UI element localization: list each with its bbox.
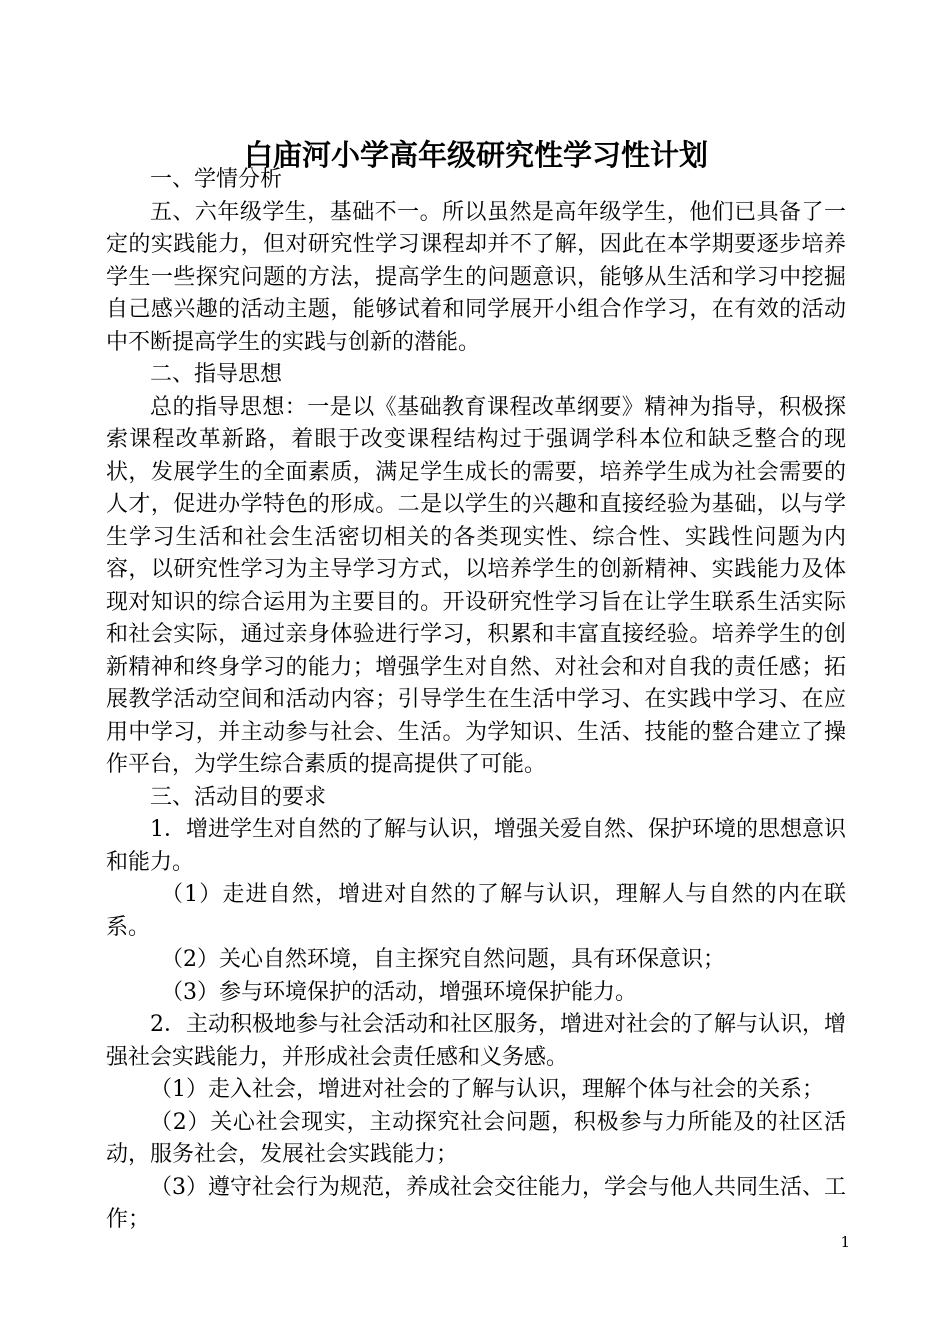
body-paragraph: 二、指导思想 bbox=[150, 362, 283, 387]
body-paragraph: 1．增进学生对自然的了解与认识，增强关爱自然、保护环境的思想意识和能力。 bbox=[106, 817, 846, 875]
body-paragraph: 一、学情分析 bbox=[150, 167, 283, 192]
body-paragraph: 五、六年级学生，基础不一。所以虽然是高年级学生，他们已具备了一定的实践能力，但对研究性学习课程却并不了解，因此在本学期要逐步培养学生一些探究问题的方法，提高学生的问题意识，能够从生活和学习中挖掘自己感兴趣的活动主题，能够试着和同学展开小组合作学习，在有效的活动中不断提高学生的实践与创新的潜能。 bbox=[106, 199, 846, 355]
body-paragraph: 2．主动积极地参与社会活动和社区服务，增进对社会的了解与认识，增强社会实践能力，并形成社会责任感和义务感。 bbox=[106, 1012, 846, 1070]
body-paragraph: （3）遵守社会行为规范，养成社会交往能力，学会与他人共同生活、工作； bbox=[106, 1174, 846, 1232]
body-paragraph: （2）关心自然环境，自主探究自然问题，具有环保意识； bbox=[161, 947, 725, 972]
body-paragraph: （2）关心社会现实，主动探究社会问题，积极参与力所能及的社区活动，服务社会，发展社会实践能力； bbox=[106, 1109, 846, 1167]
body-paragraph: （1）走入社会，增进对社会的了解与认识，理解个体与社会的关系； bbox=[150, 1077, 824, 1102]
page-number: 1 bbox=[840, 1233, 850, 1251]
body-paragraph: 三、活动目的要求 bbox=[150, 784, 327, 810]
document-title: 白庙河小学高年级研究性学习性计划 bbox=[243, 138, 708, 173]
document-body bbox=[106, 164, 846, 1237]
body-paragraph: 总的指导思想：一是以《基础教育课程改革纲要》精神为指导，积极探索课程改革新路，着眼于改变课程结构过于强调学科本位和缺乏整合的现状，发展学生的全面素质，满足学生成长的需要，培养学生成为社会需要的人才，促进办学特色的形成。二是以学生的兴趣和直接经验为基础，以与学生学习生活和社会生活密切相关的各类现实性、综合性、实践性问题为内容，以研究性学习为主导学习方式，以培养学生的创新精神、实践能力及体现对知识的综合运用为主要目的。开设研究性学习旨在让学生联系生活实际和社会实际，通过亲身体验进行学习，积累和丰富直接经验。培养学生的创新精神和终身学习的能力；增强学生对自然、对社会和对自我的责任感；拓展教学活动空间和活动内容；引导学生在生活中学习、在实践中学习、在应用中学习，并主动参与社会、生活。为学知识、生活、技能的整合建立了操作平台，为学生综合素质的提高提供了可能。 bbox=[106, 394, 846, 777]
body-paragraph: （1）走进自然，增进对自然的了解与认识，理解人与自然的内在联系。 bbox=[106, 882, 846, 940]
body-paragraph: （3）参与环境保护的活动，增强环境保护能力。 bbox=[161, 979, 637, 1005]
